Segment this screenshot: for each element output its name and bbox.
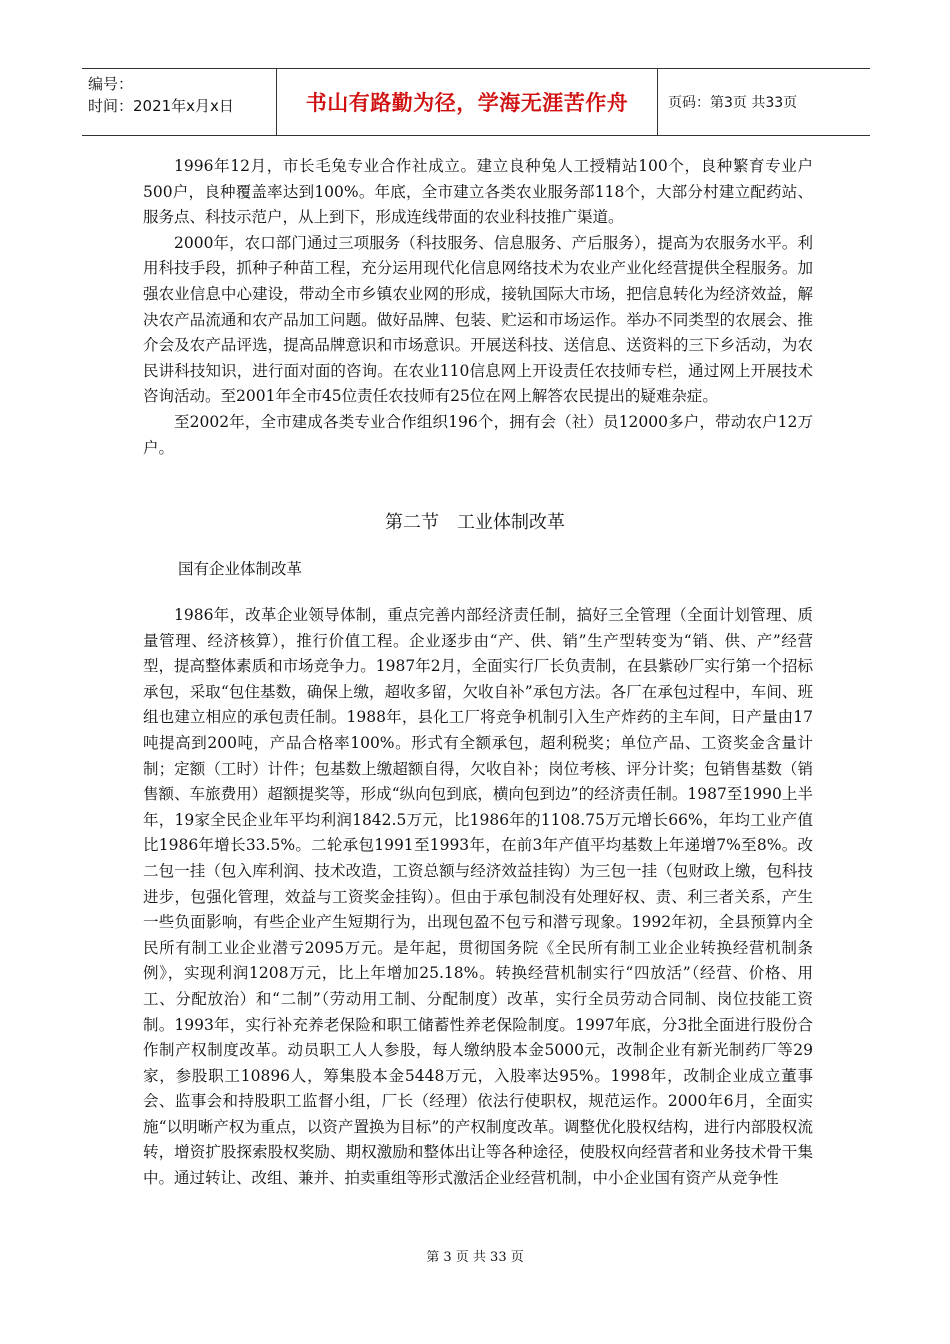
page-footer: 第 3 页 共 33 页 <box>426 1250 524 1265</box>
paragraph: 2000年，农口部门通过三项服务（科技服务、信息服务、产后服务），提高为农服务水平。利用科技手段，抓种子种苗工程，充分运用现代化信息网络技术为农业产业化经营提供全程服务。加强农业信息中心建设，带动全市乡镇农业网的形成，接轨国际大市场，把信息转化为经济效益，解决农产品流通和农产品加工问题。做好品牌、包装、贮运和市场运作。举办不同类型的农展会、推介会及农产品评选，提高品牌意识和市场意识。开展送科技、送信息、送资料的三下乡活动，为农民讲科技知识，进行面对面的咨询。在农业110信息网上开设责任农技师专栏，通过网上开展技术咨询活动。至2001年全市45位责任农技师有25位在网上解答农民提出的疑难杂症。 <box>143 233 813 406</box>
section-title: 第二节 工业体制改革 <box>385 512 565 533</box>
page-header <box>82 68 870 136</box>
paragraph: 1996年12月，市长毛兔专业合作社成立。建立良种兔人工授精站100个，良种繁育专业户500户，良种覆盖率达到100%。年底，全市建立各类农业服务部118个，大部分村建立配药站、服务点、科技示范户，从上到下，形成连线带面的农业科技推广渠道。 <box>143 157 813 227</box>
main-body-text <box>143 603 813 1192</box>
header-motto: 书山有路勤为径，学海无涯苦作舟 <box>277 69 658 135</box>
header-meta <box>82 69 277 135</box>
paragraph: 1986年，改革企业领导体制，重点完善内部经济责任制，搞好三全管理（全面计划管理、质量管理、经济核算），推行价值工程。企业逐步由“产、供、销”生产型转变为“销、供、产”经营型，提高整体素质和市场竞争力。1987年2月，全面实行厂长负责制，在县紫砂厂实行第一个招标承包，采取“包住基数，确保上缴，超收多留，欠收自补”承包方法。各厂在承包过程中，车间、班组也建立相应的承包责任制。1988年，县化工厂将竞争机制引入生产炸药的主车间，日产量由17吨提高到200吨，产品合格率100%。形式有全额承包，超利税奖；单位产品、工资奖金含量计制；定额（工时）计件；包基数上缴超额自得，欠收自补；岗位考核、评分计奖；包销售基数（销售额、车旅费用）超额提奖等，形成“纵向包到底，横向包到边”的经济责任制。1987至1990上半年，19家全民企业年平均利润1842.5万元，比1986年的1108.75万元增长66%，年均工业产值比1986年增长33.5%。二轮承包1991至1993年，在前3年产值平均基数上年递增7%至8%。改二包一挂（包入库利润、技术改造，工资总额与经济效益挂钩）为三包一挂（包财政上缴，包科技进步，包强化管理，效益与工资奖金挂钩）。但由于承包制没有处理好权、责、利三者关系，产生一些负面影响，有些企业产生短期行为，出现包盈不包亏和潜亏现象。1992年初，全县预算内全民所有制工业企业潜亏2095万元。是年起，贯彻国务院《全民所有制工业企业转换经营机制条例》，实现利润1208万元，比上年增加25.18%。转换经营机制实行“四放活”（经营、价格、用工、分配放治）和“二制”（劳动用工制、分配制度）改革，实行全员劳动合同制、岗位技能工资制。1993年，实行补充养老保险和职工储蓄性养老保险制度。1997年底，分3批全面进行股份合作制产权制度改革。动员职工人人参股，每人缴纳股本金5000元，改制企业有新光制药厂等29家，参股职工10896人，筹集股本金5448万元，入股率达95%。1998年，改制企业成立董事会、监事会和持股职工监督小组，厂长（经理）依法行使职权，规范运作。2000年6月，全面实施“以明晰产权为重点，以资产置换为目标”的产权制度改革。调整优化股权结构，进行内部股权流转，增资扩股探索股权奖励、期权激励和整体出让等各种途径，使股权向经营者和业务技术骨干集中。通过转让、改组、兼并、拍卖重组等形式激活企业经营机制，中小企业国有资产从竞争性 <box>143 606 813 1188</box>
document-date: 时间：2021年x月x日 <box>88 97 234 115</box>
header-page-number: 页码：第3页 共33页 <box>668 95 798 111</box>
document-number-label: 编号： <box>88 75 134 93</box>
subheading: 国有企业体制改革 <box>178 560 303 578</box>
top-body-text <box>143 154 813 461</box>
paragraph: 至2002年，全市建成各类专业合作组织196个，拥有会（社）员12000多户，带动农户12万户。 <box>143 412 813 457</box>
